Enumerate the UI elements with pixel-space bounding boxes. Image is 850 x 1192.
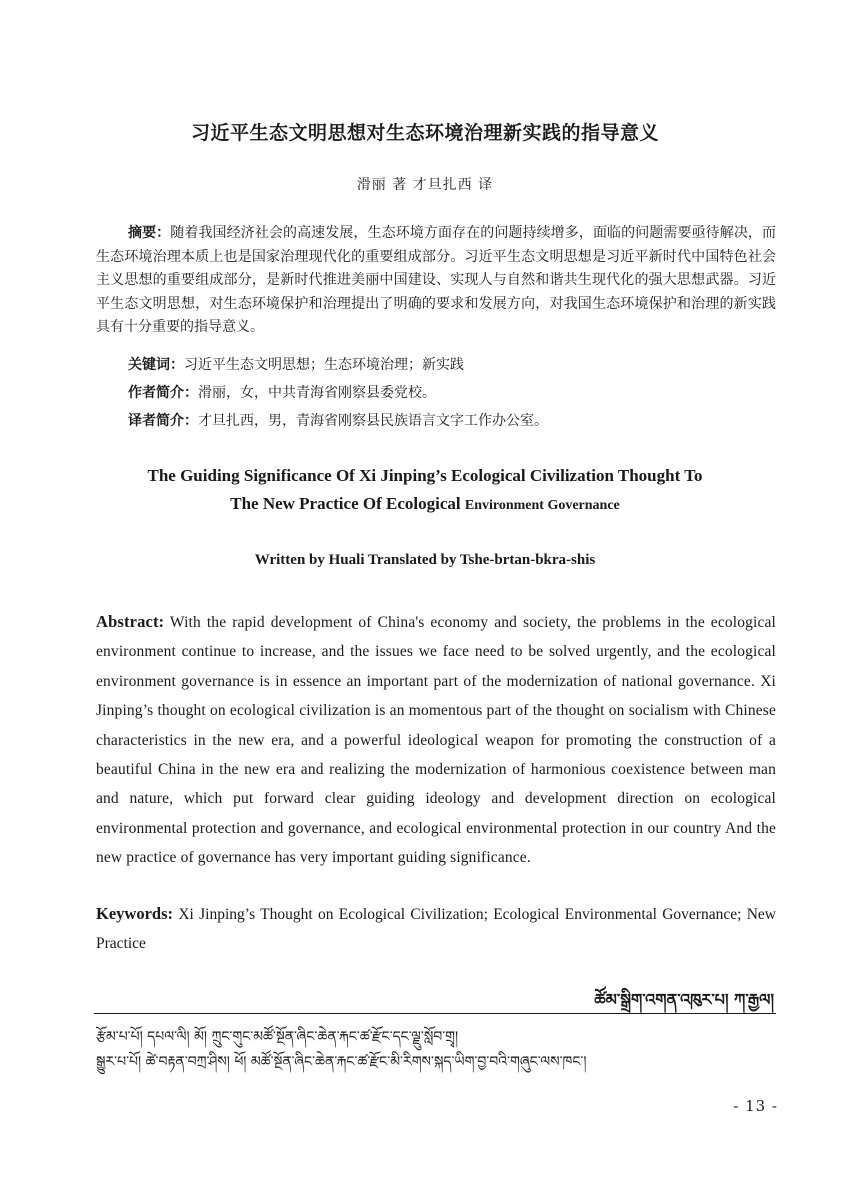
english-abstract	[96, 607, 776, 873]
english-keywords	[96, 899, 776, 959]
english-title-line2	[0, 490, 850, 520]
chinese-translator-text: 才旦扎西，男，青海省刚察县民族语言文字工作办公室。	[198, 413, 548, 429]
english-title-line2-main: The New Practice Of Ecological	[230, 494, 465, 513]
chinese-translator-info	[128, 410, 548, 430]
english-abstract-text: With the rapid development of China's economy and society, the problems in the ecological environment continue to increase, and the issues we face need to be solved urgently, and the ecological environment governance is in essence an important part of the modernization of national governance. Xi Jinping’s thought on ecological civilization is an momentous part of the thought on socialism with Chinese characteristics in the new era, and a powerful ideological weapon for promoting the construction of a beautiful China in the new era and realizing the modernization of harmonious coexistence between man and nature, which put forward clear guiding ideology and development direction on ecological environmental protection and governance, and ecological environmental protection in our country And the new practice of governance has very important guiding significance.	[96, 614, 776, 867]
chinese-title: 习近平生态文明思想对生态环境治理新实践的指导意义	[190, 122, 659, 144]
footnote-divider	[94, 1013, 776, 1014]
chinese-keywords	[128, 354, 464, 374]
chinese-byline: 滑丽 著 才旦扎西 译	[356, 177, 494, 193]
english-title-line1: The Guiding Significance Of Xi Jinping’s Ecological Civilization Thought To	[147, 466, 703, 485]
chinese-keywords-label: 关键词：	[128, 357, 184, 373]
english-byline: Written by Huali Translated by Tshe-brtan-bkra-shis	[254, 552, 596, 568]
page-number: - 13 -	[733, 1097, 778, 1115]
chinese-abstract-label: 摘要：	[128, 225, 171, 241]
chinese-author-label: 作者简介：	[128, 385, 198, 401]
english-abstract-label: Abstract:	[96, 612, 165, 631]
chinese-keywords-text: 习近平生态文明思想；生态环境治理；新实践	[184, 357, 464, 373]
chinese-abstract-text: 随着我国经济社会的高速发展，生态环境方面存在的问题持续增多，面临的问题需要亟待解决，而生态环境治理本质上也是国家治理现代化的重要组成部分。习近平生态文明思想是习近平新时代中国特色社会主义思想的重要组成部分，是新时代推进美丽中国建设、实现人与自然和谐共生现代化的强大思想武器。习近平生态文明思想，对生态环境保护和治理提出了明确的要求和发展方向，对我国生态环境保护和治理的新实践具有十分重要的指导意义。	[96, 225, 777, 335]
tibetan-translator-line: སྒྱུར་པ་པོ། ཚེ་བརྟན་བཀྲ་ཤིས། ཕོ། མཚོ་སྔོན་ཞིང་ཆེན་རྐང་ཚ་རྫོང་མི་རིགས་སྐད་ཡིག་བྱ་བའི་གཞུང་ལས་ཁང་།	[96, 1054, 587, 1070]
english-keywords-label: Keywords:	[96, 904, 173, 923]
english-title	[0, 462, 850, 520]
chinese-abstract	[96, 222, 776, 340]
english-title-line2-small: Environment Governance	[464, 498, 620, 513]
chinese-translator-label: 译者简介：	[128, 413, 198, 429]
tibetan-author-line: རྩོམ་པ་པོ། དཔལ་ལི། མོ། ཀྲུང་གུང་མཚོ་སྔོན་ཞིང་ཆེན་རྐང་ཚ་རྫོང་དང་ལྗུ་སློབ་གྲྭ།	[96, 1029, 459, 1045]
english-keywords-text: Xi Jinping’s Thought on Ecological Civilization; Ecological Environmental Governance; New Practice	[96, 906, 776, 953]
chinese-author-text: 滑丽，女，中共青海省刚察县委党校。	[198, 385, 436, 401]
chinese-author-info	[128, 382, 436, 402]
tibetan-editor-line: ཚོམ་སྒྲིག་འགན་འཁུར་པ། ཀ་རྒྱལ།	[594, 990, 774, 1009]
